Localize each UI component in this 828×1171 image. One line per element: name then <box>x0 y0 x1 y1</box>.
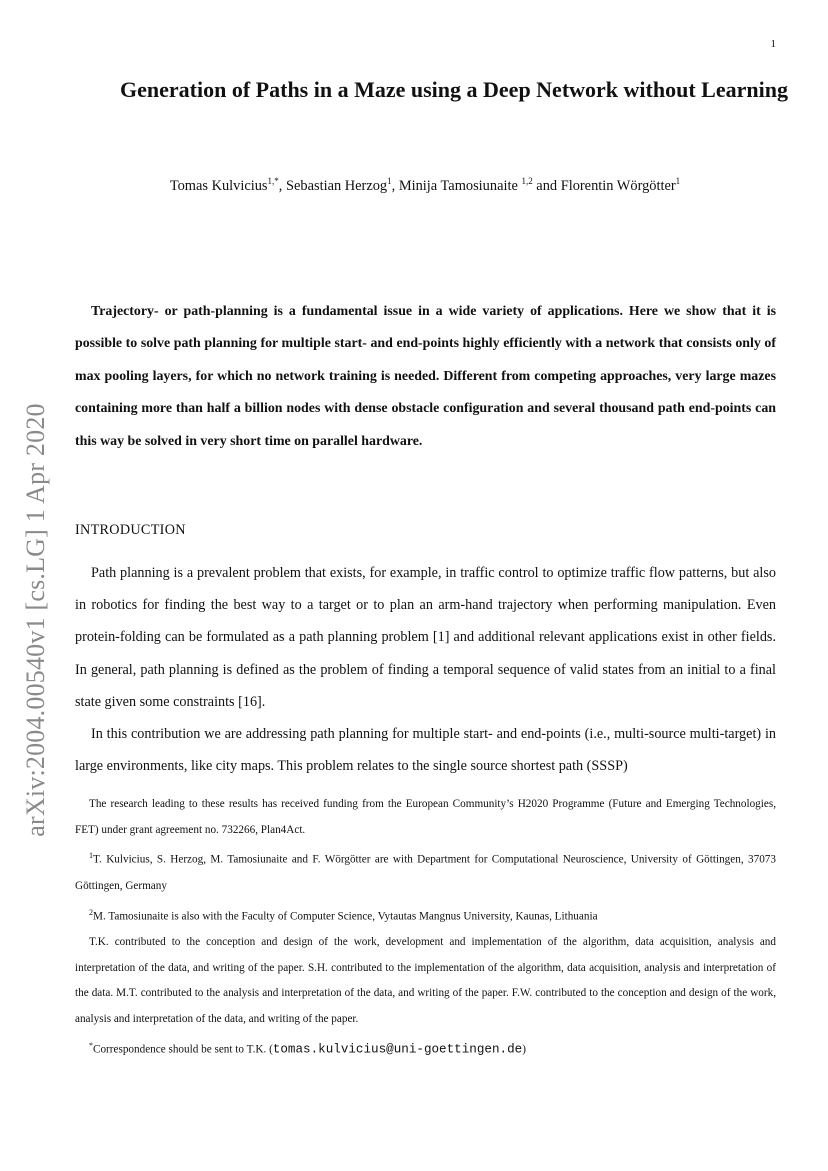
footnote-contributions: T.K. contributed to the conception and design of the work, development and implementation of the algorithm, data acquisition, analysis and interpretation of the data, and writing of the paper. S.H. contributed to the implementation of the algorithm, data acquisition, analysis and interpretation of the data. M.T. contributed to the analysis and interpretation of the data, and writing of the paper. F.W. contributed to the conception and design of the work, analysis and interpretation of the data, and writing of the paper. <box>75 935 776 1026</box>
correspondence-email-link[interactable]: tomas.kulvicius@uni-goettingen.de <box>272 1042 523 1057</box>
author-list <box>0 176 828 195</box>
section-heading-introduction: INTRODUCTION <box>75 522 186 538</box>
paper-title: Generation of Paths in a Maze using a Deep Network without Learning <box>120 77 788 102</box>
footnote-funding: The research leading to these results has received funding from the European Community’s H2020 Programme (Future and Emerging Technologies, FET) under grant agreement no. 732266, Plan4Act. <box>75 798 776 836</box>
footnote-correspondence: *Correspondence should be sent to T.K. (tomas.kulvicius@uni-goettingen.de) <box>89 1040 526 1057</box>
author-4: Florentin Wörgötter$^1$ <box>560 176 681 194</box>
footnotes <box>75 792 776 1063</box>
author-1: Tomas Kulvicius$^{1,*}$, <box>169 176 286 194</box>
author-2: Sebastian Herzog$^1$, <box>286 176 399 194</box>
arxiv-stamp: arXiv:2004.00540v1 [cs.LG] 1 Apr 2020 <box>21 403 50 837</box>
footnote-affiliation-1: $^1$T. Kulvicius, S. Herzog, M. Tamosiunaite and F. Wörgötter are with Department for Computational Neuroscience, University of Göttingen, 37073 Göttingen, Germany <box>75 851 776 892</box>
introduction-body <box>75 557 776 782</box>
author-3: Minija Tamosiunaite $^{1,2}$ and <box>398 176 561 194</box>
page-number: 1 <box>770 38 776 50</box>
abstract: Trajectory- or path-planning is a fundamental issue in a wide variety of applications. Here we show that it is possible to solve path planning for multiple start- and end-points highly efficiently with a network that consists only of max pooling layers, for which no network training is needed. Different from competing approaches, very large mazes containing more than half a billion nodes with dense obstacle configuration and several thousand path end-points can this way be solved in very short time on parallel hardware. <box>75 304 776 449</box>
intro-paragraph-1: Path planning is a prevalent problem that exists, for example, in traffic control to optimize traffic flow patterns, but also in robotics for finding the best way to a target or to plan an arm-hand trajectory when performing manipulation. Even protein-folding can be formulated as a path planning problem [1] and additional relevant applications exist in other fields. In general, path planning is defined as the problem of finding a temporal sequence of valid states from an initial to a final state given some constraints [16]. <box>75 565 776 710</box>
footnote-affiliation-2: $^2$M. Tamosiunaite is also with the Faculty of Computer Science, Vytautas Mangnus University, Kaunas, Lithuania <box>89 907 598 923</box>
intro-paragraph-2: In this contribution we are addressing path planning for multiple start- and end-points (i.e., multi-source multi-target) in large environments, like city maps. This problem relates to the single source shortest path (SSSP) <box>75 726 776 775</box>
